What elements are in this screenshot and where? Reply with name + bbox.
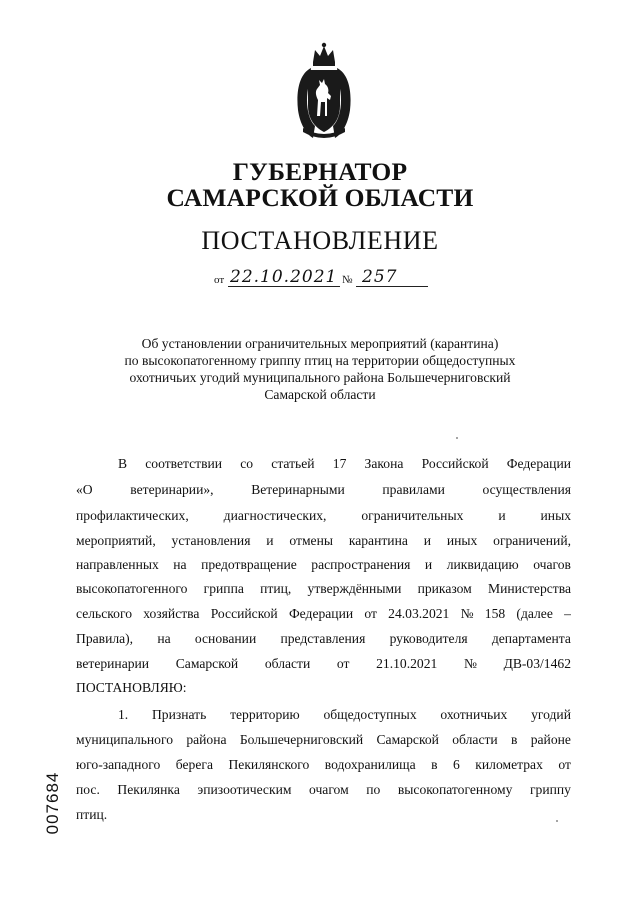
word: ликвидацию [446, 557, 519, 572]
word: диагностических, [223, 508, 327, 523]
word: Самарской [175, 656, 239, 671]
word: № [463, 656, 477, 671]
word: департамента [491, 631, 571, 646]
serial-number-stamp [42, 758, 64, 848]
title-line: Самарской области [264, 387, 376, 402]
word: Федерации [506, 456, 571, 471]
word: общедоступных [323, 707, 417, 722]
word: № [460, 606, 474, 621]
word: В [118, 456, 128, 471]
title-line: по высокопатогенному гриппу птиц на территории общедоступных [124, 353, 516, 368]
body-line [76, 531, 571, 551]
word: «О [76, 482, 93, 497]
word: территорию [230, 707, 300, 722]
word: предотвращение [201, 557, 297, 572]
word: статьей [271, 456, 315, 471]
word: на [173, 557, 187, 572]
word: ветеринарии [76, 656, 150, 671]
word: утверждёнными [307, 581, 402, 596]
serial-number: 007684 [43, 771, 62, 835]
word: птиц, [260, 581, 292, 596]
organization-name-line-2: САМАРСКОЙ ОБЛАСТИ [166, 183, 474, 212]
word: и [423, 533, 431, 548]
body-line: птиц. [76, 807, 108, 822]
word: сельского [76, 606, 132, 621]
body-line [76, 730, 571, 750]
resolution-word: ПОСТАНОВЛЯЮ: [76, 680, 187, 695]
word: профилактических, [76, 508, 189, 523]
word: от [364, 606, 377, 621]
word: Пекилянского [228, 757, 310, 772]
word: карантина [348, 533, 408, 548]
word: охотничьих [440, 707, 508, 722]
word: в [431, 757, 438, 772]
word: гриппу [529, 782, 571, 797]
body-line [76, 629, 571, 649]
body-line [76, 604, 571, 624]
word: со [240, 456, 254, 471]
word: 21.10.2021 [376, 656, 438, 671]
word: гриппа [203, 581, 244, 596]
word: установления [171, 533, 251, 548]
word: распространения [311, 557, 411, 572]
word: юго-западного [76, 757, 161, 772]
word: ограничительных [361, 508, 464, 523]
word: ДВ-03/1462 [503, 656, 571, 671]
word: иных [540, 508, 571, 523]
word: отмены [289, 533, 333, 548]
word: осуществления [482, 482, 571, 497]
word: в [511, 732, 518, 747]
scan-speck [556, 820, 558, 822]
body-line [118, 454, 571, 474]
word: Большечерниговский [239, 732, 364, 747]
word: километрах [475, 757, 543, 772]
word: приказом [417, 581, 472, 596]
word: хозяйства [143, 606, 200, 621]
word: и [498, 508, 506, 523]
word: руководителя [389, 631, 468, 646]
title-line: Об установлении ограничительных мероприятий (карантина) [141, 336, 499, 351]
document-title [80, 335, 560, 403]
title-line: охотничьих угодий муниципального района Большечерниговский [129, 370, 511, 385]
word: эпизоотическим [197, 782, 292, 797]
handwritten-number: 257 [362, 267, 398, 287]
word: ветеринарии», [130, 482, 214, 497]
word: 24.03.2021 [388, 606, 450, 621]
word: по [366, 782, 381, 797]
handwritten-date: 22.10.2021 [230, 267, 338, 287]
scan-speck [456, 437, 458, 439]
word: иных [446, 533, 478, 548]
word: основании [194, 631, 257, 646]
word: области [264, 656, 311, 671]
body-line [76, 755, 571, 775]
word: соответствии [145, 456, 223, 471]
word: мероприятий, [76, 533, 156, 548]
word: Самарской [376, 732, 439, 747]
word: от [558, 757, 571, 772]
word: от [336, 656, 350, 671]
number-underline [356, 286, 428, 287]
word: на [157, 631, 171, 646]
word: высокопатогенному [397, 782, 513, 797]
word: области [452, 732, 498, 747]
body-line [76, 555, 571, 575]
word: представления [280, 631, 366, 646]
word: угодий [531, 707, 571, 722]
word: пос. [76, 782, 100, 797]
word: и [266, 533, 274, 548]
word: Министерства [488, 581, 571, 596]
word: направленных [76, 557, 159, 572]
word: и [424, 557, 433, 572]
word: 17 [332, 456, 347, 471]
organization-name-line-1: ГУБЕРНАТОР [232, 157, 408, 186]
word: ограничений, [493, 533, 571, 548]
date-underline [228, 286, 340, 287]
word: Правила), [76, 631, 134, 646]
word: берега [175, 757, 213, 772]
date-prefix: от [214, 274, 225, 286]
word: Федерации [288, 606, 354, 621]
word: Признать [151, 707, 207, 722]
body-line [76, 480, 571, 500]
word: Пекилянка [117, 782, 180, 797]
word: правилами [382, 482, 445, 497]
word: Ветеринарными [251, 482, 345, 497]
word: – [564, 606, 571, 621]
word: района [186, 732, 227, 747]
body-line [76, 506, 571, 526]
body-line [118, 705, 571, 725]
word: высокопатогенного [76, 581, 188, 596]
coat-of-arms-emblem [293, 40, 355, 142]
word: муниципального [76, 732, 174, 747]
word: Российской [421, 456, 489, 471]
word: очагом [309, 782, 349, 797]
number-label: № [342, 274, 353, 286]
document-type-heading: ПОСТАНОВЛЕНИЕ [201, 226, 439, 255]
body-line [76, 780, 571, 800]
word: очагов [533, 557, 571, 572]
date-number-line [214, 266, 434, 290]
body-line [76, 579, 571, 599]
word: (далее [516, 606, 553, 621]
body-line [76, 654, 571, 674]
word: районе [530, 732, 571, 747]
word: 158 [484, 606, 506, 621]
word: 6 [453, 757, 460, 772]
word: водохранилища [324, 757, 416, 772]
word: Российской [210, 606, 278, 621]
word: 1. [118, 707, 129, 722]
word: Закона [364, 456, 404, 471]
